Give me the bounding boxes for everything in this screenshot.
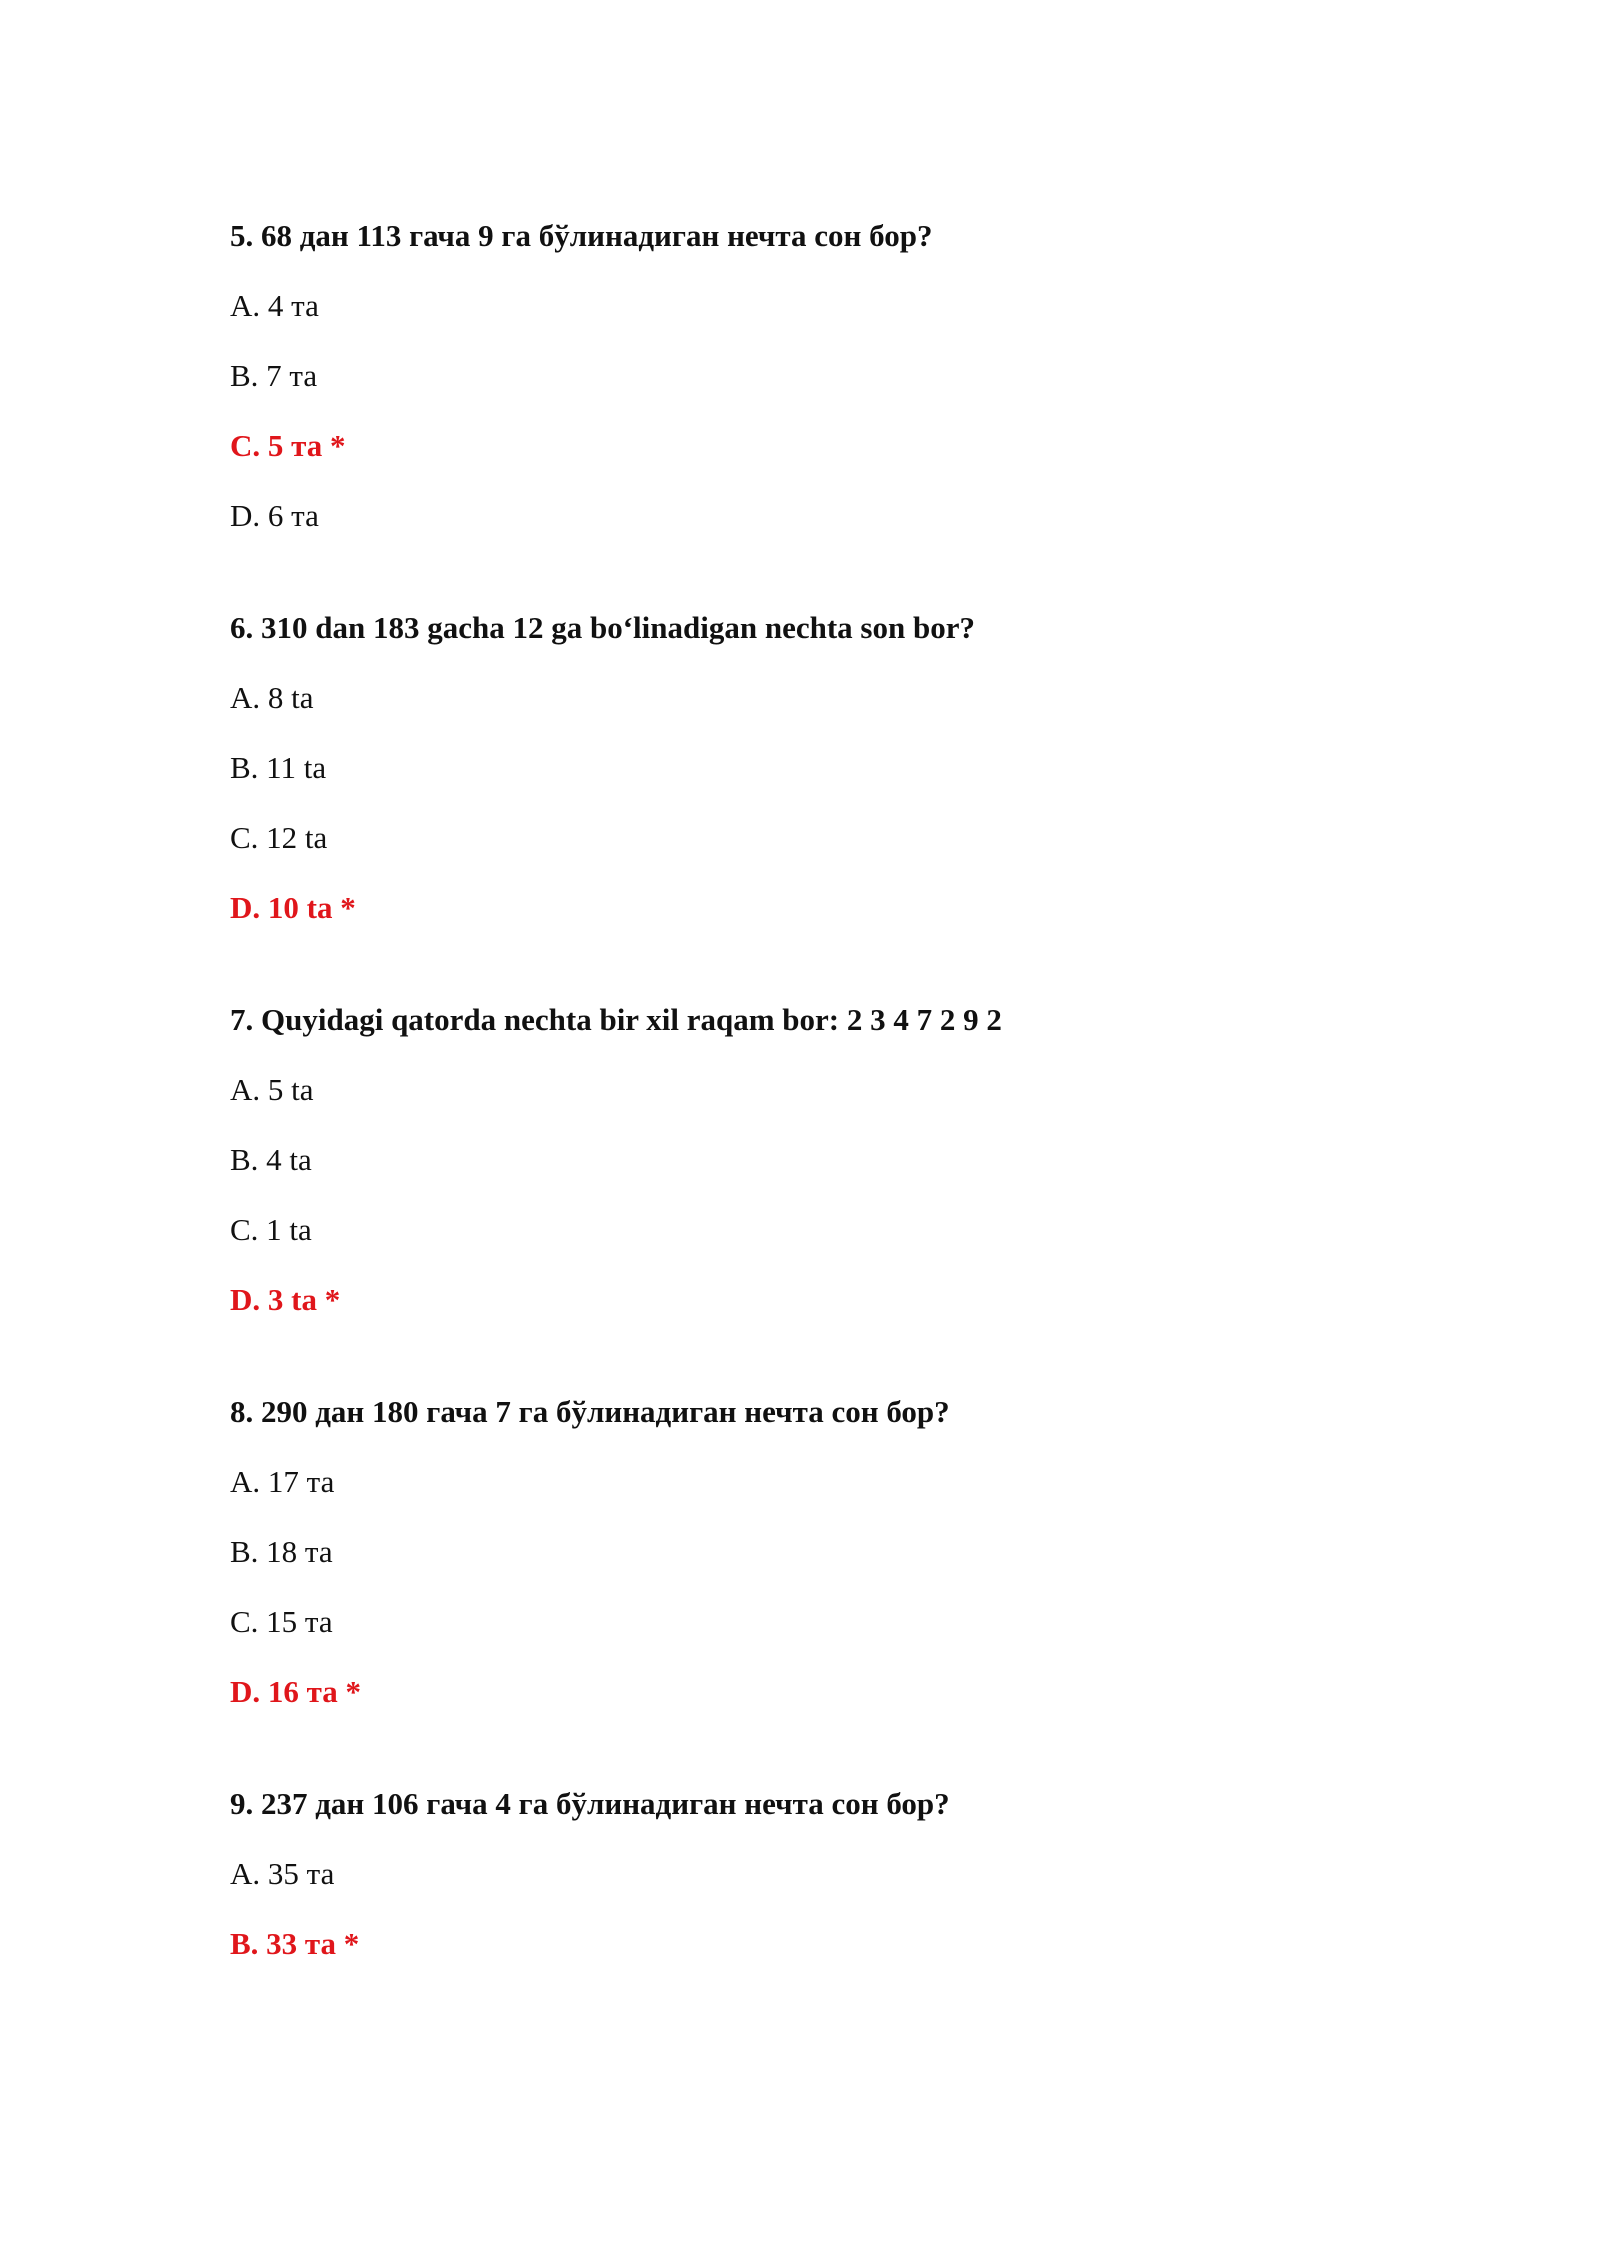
answer-option-c: C. 12 ta [230,820,328,855]
answer-option-a: A. 4 та [230,288,319,323]
answer-option-a: A. 35 та [230,1856,335,1891]
answer-option-b: B. 4 ta [230,1142,312,1177]
answer-option-a: A. 17 та [230,1464,335,1499]
answer-option-b: B. 11 ta [230,750,327,785]
question-block-8 [230,1392,1430,1712]
question-block-7 [230,1000,1430,1320]
question-text: 9. 237 дан 106 гача 4 га бўлинадиган нечта сон бор? [230,1786,950,1821]
question-text: 6. 310 dan 183 gacha 12 ga bo‘linadigan nechta son bor? [230,610,975,645]
correct-answer-option-b: B. 33 та * [230,1926,360,1961]
correct-answer-option-d: D. 3 ta * [230,1282,341,1317]
answer-option-b: B. 18 та [230,1534,333,1569]
question-block-9 [230,1784,1430,1964]
answer-option-a: A. 8 ta [230,680,314,715]
question-block-5 [230,216,1430,536]
answer-option-c: C. 15 та [230,1604,333,1639]
answer-option-b: B. 7 та [230,358,318,393]
question-block-6 [230,608,1430,928]
question-text: 7. Quyidagi qatorda nechta bir xil raqam bor: 2 3 4 7 2 9 2 [230,1002,1002,1037]
correct-answer-option-d: D. 16 та * [230,1674,361,1709]
question-text: 5. 68 дан 113 гача 9 га бўлинадиган нечта сон бор? [230,218,933,253]
answer-option-d: D. 6 та [230,498,319,533]
correct-answer-option-d: D. 10 ta * [230,890,356,925]
question-text: 8. 290 дан 180 гача 7 га бўлинадиган нечта сон бор? [230,1394,950,1429]
answer-option-c: C. 1 ta [230,1212,312,1247]
question-list [230,216,1430,2036]
correct-answer-option-c: C. 5 та * [230,428,346,463]
answer-option-a: A. 5 ta [230,1072,314,1107]
